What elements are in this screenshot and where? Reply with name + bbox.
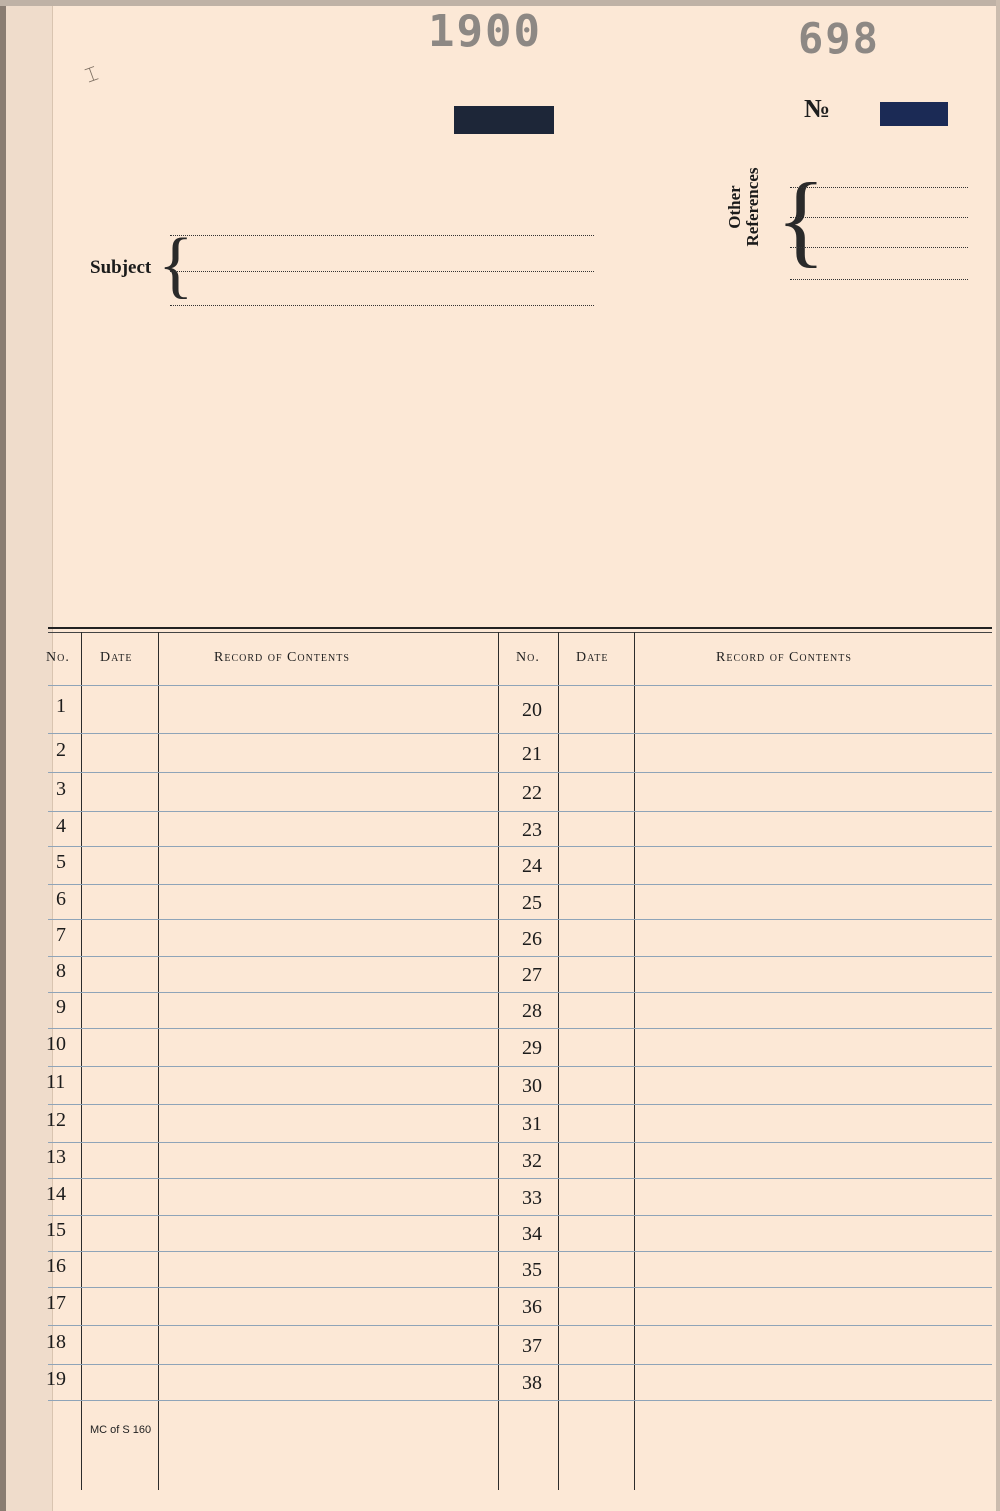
row-number-left: 17 <box>46 1292 66 1314</box>
ruled-line <box>48 1104 992 1105</box>
header-no-right: No. <box>516 650 540 665</box>
row-number-right: 31 <box>522 1113 542 1135</box>
pencil-mark: ⌶ <box>82 62 102 88</box>
subject-line-3 <box>170 305 594 306</box>
ruled-line <box>48 956 992 957</box>
ruled-line <box>48 1028 992 1029</box>
row-number-left: 4 <box>56 814 66 837</box>
row-number-right: 34 <box>522 1223 542 1245</box>
binding-spine <box>0 0 53 1511</box>
row-number-left: 7 <box>56 923 66 946</box>
ruled-line <box>48 1325 992 1326</box>
stamp-year: 1900 <box>428 6 542 57</box>
ruled-line <box>48 1251 992 1252</box>
other-references-label-line1: Other <box>725 185 744 229</box>
ruled-line <box>48 733 992 734</box>
column-divider-3 <box>498 632 499 1490</box>
row-number-right: 27 <box>522 964 542 986</box>
row-number-right: 33 <box>522 1186 542 1209</box>
right-edge <box>996 0 1000 1511</box>
row-number-right: 24 <box>522 855 542 877</box>
reference-line-1 <box>790 187 968 188</box>
row-number-right: 25 <box>522 891 542 914</box>
ruled-line <box>48 1066 992 1067</box>
ruled-line <box>48 811 992 812</box>
ruled-line <box>48 992 992 993</box>
row-number-right: 32 <box>522 1150 542 1172</box>
row-number-right: 37 <box>522 1334 542 1357</box>
ruled-line <box>48 772 992 773</box>
ruled-line <box>48 1178 992 1179</box>
row-number-right: 29 <box>522 1037 542 1059</box>
column-divider-4 <box>558 632 559 1490</box>
row-number-left: 9 <box>56 996 66 1018</box>
ruled-line <box>48 1287 992 1288</box>
subject-brace: { <box>158 224 194 306</box>
row-number-left: 1 <box>56 695 66 717</box>
header-record-right: Record of Contents <box>716 650 852 665</box>
other-references-label-line2: References <box>743 167 762 247</box>
column-divider-2 <box>158 632 159 1490</box>
ruled-line <box>48 846 992 847</box>
header-date-right: Date <box>576 650 609 665</box>
row-number-right: 22 <box>522 781 542 804</box>
ruled-line <box>48 1142 992 1143</box>
row-number-left: 19 <box>46 1368 66 1390</box>
column-divider-1 <box>81 632 82 1490</box>
row-number-left: 14 <box>46 1182 66 1205</box>
row-number-left: 13 <box>46 1146 66 1168</box>
other-references-label <box>726 152 762 262</box>
ruled-line <box>48 1364 992 1365</box>
ruled-line <box>48 884 992 885</box>
row-number-right: 26 <box>522 927 542 950</box>
row-number-left: 10 <box>46 1033 66 1055</box>
redaction-block-right <box>880 102 948 126</box>
reference-line-2 <box>790 217 968 218</box>
row-number-right: 35 <box>522 1259 542 1281</box>
row-number-left: 18 <box>46 1330 66 1353</box>
header-no-left: No. <box>46 650 70 665</box>
row-number-left: 6 <box>56 887 66 910</box>
row-number-left: 5 <box>56 851 66 873</box>
row-number-left: 2 <box>56 738 66 761</box>
table-top-rule-thin <box>48 632 992 633</box>
number-label: № <box>804 94 831 123</box>
row-number-left: 11 <box>46 1071 66 1093</box>
row-number-left: 15 <box>46 1219 66 1241</box>
reference-line-3 <box>790 247 968 248</box>
row-number-right: 28 <box>522 1000 542 1022</box>
form-code: MC of S 160 <box>90 1424 152 1436</box>
ruled-line <box>48 919 992 920</box>
table-top-rule <box>48 627 992 629</box>
ruled-line <box>48 685 992 686</box>
row-number-right: 21 <box>522 742 542 765</box>
row-number-right: 23 <box>522 818 542 841</box>
ruled-line <box>48 1215 992 1216</box>
subject-line-1 <box>170 235 594 236</box>
spine-edge <box>0 0 6 1511</box>
subject-label: Subject <box>90 257 152 278</box>
other-references-brace: { <box>776 162 826 277</box>
row-number-left: 16 <box>46 1255 66 1277</box>
redaction-block-left <box>454 106 554 134</box>
row-number-right: 38 <box>522 1372 542 1394</box>
stamp-number: 698 <box>798 14 880 63</box>
row-number-left: 8 <box>56 960 66 982</box>
ruled-line <box>48 1400 992 1401</box>
row-number-right: 30 <box>522 1075 542 1097</box>
reference-line-4 <box>790 279 968 280</box>
row-number-left: 12 <box>46 1109 66 1131</box>
row-number-left: 3 <box>56 777 66 800</box>
header-record-left: Record of Contents <box>214 650 350 665</box>
subject-line-2 <box>170 271 594 272</box>
row-number-right: 20 <box>522 699 542 721</box>
header-date-left: Date <box>100 650 133 665</box>
row-number-right: 36 <box>522 1296 542 1318</box>
column-divider-5 <box>634 632 635 1490</box>
